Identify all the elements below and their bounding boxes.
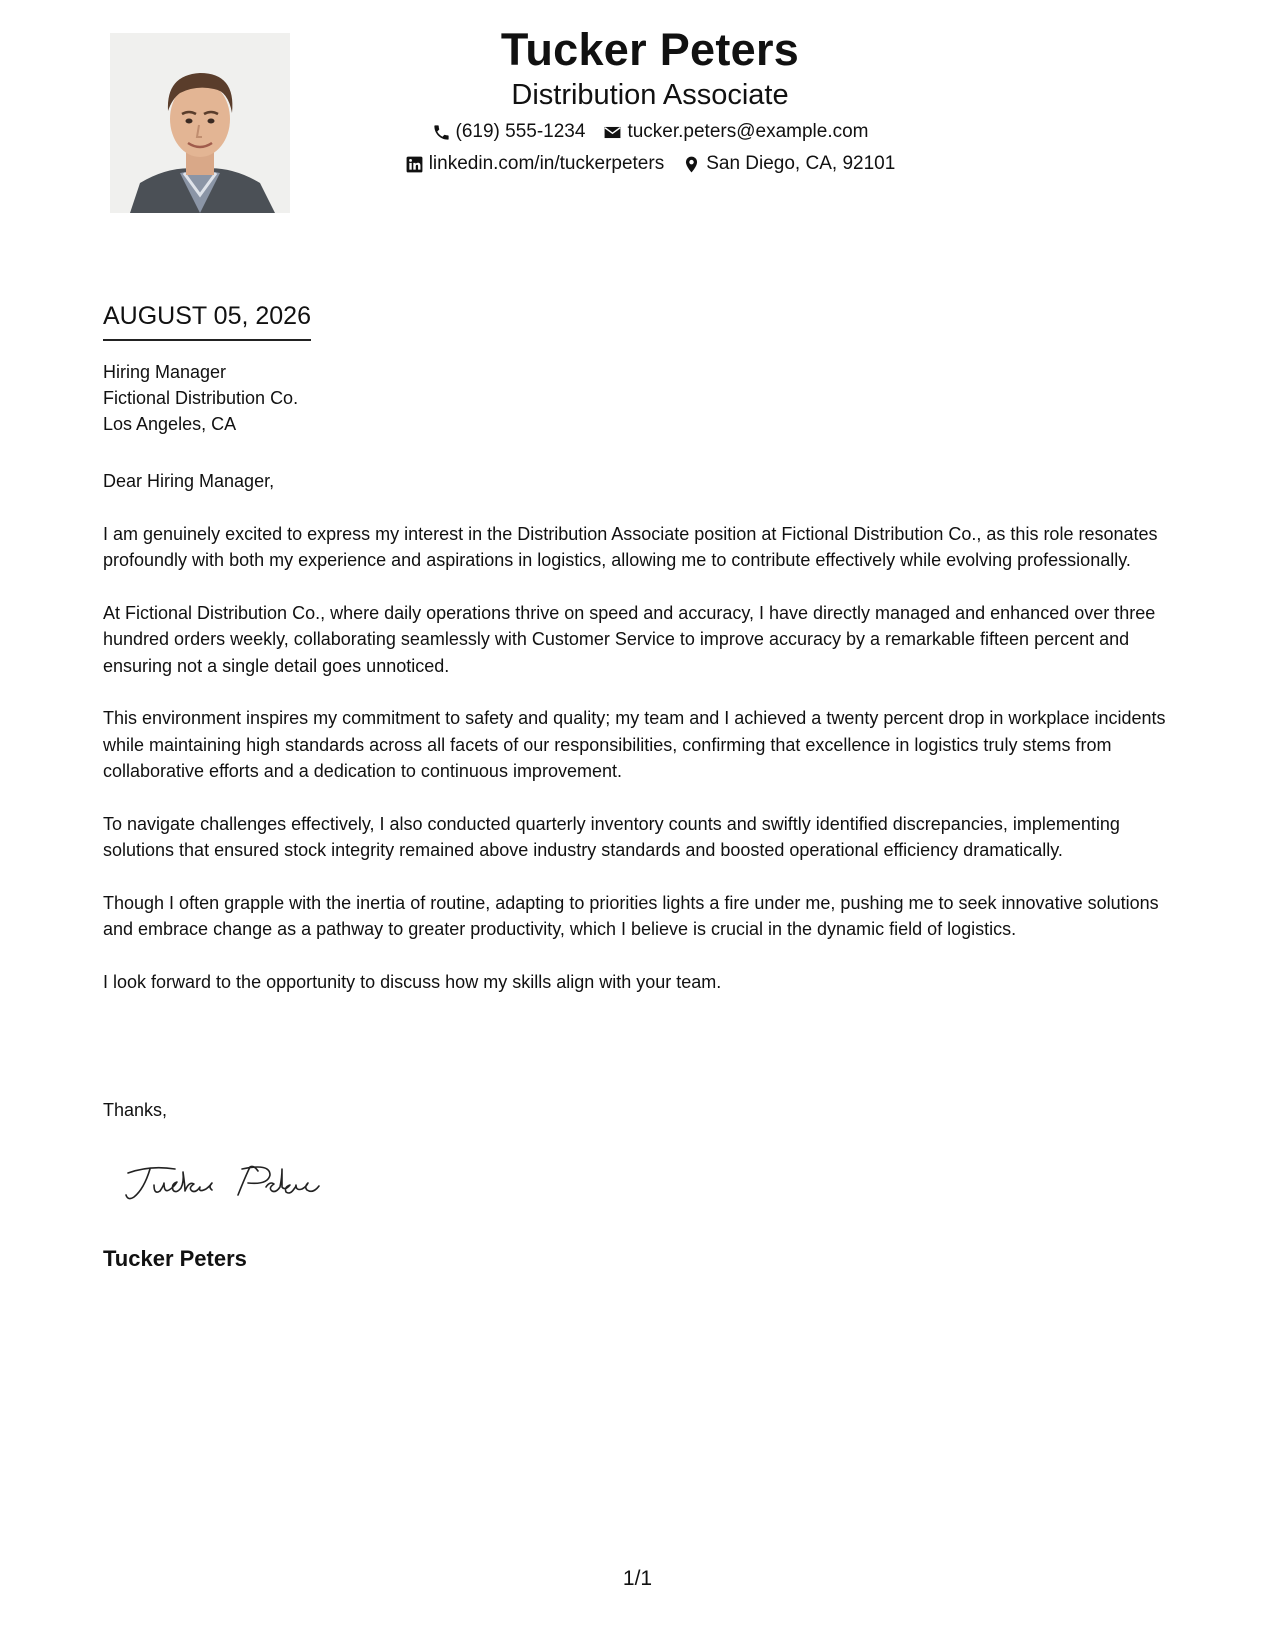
closing: Thanks, [103, 1100, 168, 1120]
applicant-title: Distribution Associate [511, 79, 789, 111]
location-contact [682, 148, 895, 180]
salutation: Dear Hiring Manager, [103, 471, 275, 491]
envelope-icon [603, 123, 622, 142]
applicant-name: Tucker Peters [500, 24, 800, 75]
email-contact[interactable] [603, 116, 868, 148]
body-paragraph: This environment inspires my commitment to safety and quality; my team and I achieved a twenty percent drop in workplace incidents while maintaining high standards across all facets of our responsibilities, confirming that excellence in logistics truly stems from collaborative efforts and a dedication to continuous improvement. [103, 708, 1166, 781]
linkedin-contact[interactable] [405, 148, 665, 180]
letter-date: AUGUST 05, 2026 [103, 298, 311, 341]
recipient-block [103, 359, 298, 437]
recipient-line: Los Angeles, CA [103, 414, 237, 434]
linkedin-text[interactable]: linkedin.com/in/tuckerpeters [428, 153, 665, 174]
phone-icon [432, 123, 451, 142]
recipient-line: Hiring Manager [103, 362, 227, 382]
linkedin-icon [405, 155, 424, 174]
body-paragraph: I look forward to the opportunity to discuss how my skills align with your team. [103, 971, 722, 992]
phone-contact [432, 116, 586, 148]
letter-header [340, 20, 960, 180]
body-paragraph: Though I often grapple with the inertia of routine, adapting to priorities lights a fire under me, pushing me to seek innovative solutions and embrace change as a pathway to greater productivity, which I believe is crucial in the dynamic field of logistics. [103, 892, 1159, 939]
portrait-image [110, 33, 290, 213]
signer-name: Tucker Peters [103, 1246, 247, 1271]
letter-body [103, 468, 1183, 1021]
page-number: 1/1 [622, 1567, 653, 1590]
contact-row-1 [340, 116, 960, 148]
map-pin-icon [682, 155, 701, 174]
recipient-line: Fictional Distribution Co. [103, 388, 299, 408]
email-text[interactable]: tucker.peters@example.com [627, 121, 869, 142]
handwritten-signature [120, 1155, 360, 1215]
body-paragraph: To navigate challenges effectively, I also conducted quarterly inventory counts and swiftly identified discrepancies, implementing solutions that ensured stock integrity remained above industry standards and boosted operational efficiency dramatically. [103, 813, 1120, 860]
contact-row-2 [340, 148, 960, 180]
body-paragraph: I am genuinely excited to express my interest in the Distribution Associate position at Fictional Distribution Co., as this role resonates profoundly with both my experience and aspirations in logistics, allowing me to contribute effectively while evolving professionally. [103, 523, 1158, 570]
phone-text: (619) 555-1234 [455, 121, 586, 142]
body-paragraph: At Fictional Distribution Co., where daily operations thrive on speed and accuracy, I have directly managed and enhanced over three hundred orders weekly, collaborating seamlessly with Customer Service to improve accuracy by a remarkable fifteen percent and ensuring not a single detail goes unnoticed. [103, 602, 1156, 676]
location-text: San Diego, CA, 92101 [706, 153, 896, 174]
profile-photo [110, 33, 290, 213]
